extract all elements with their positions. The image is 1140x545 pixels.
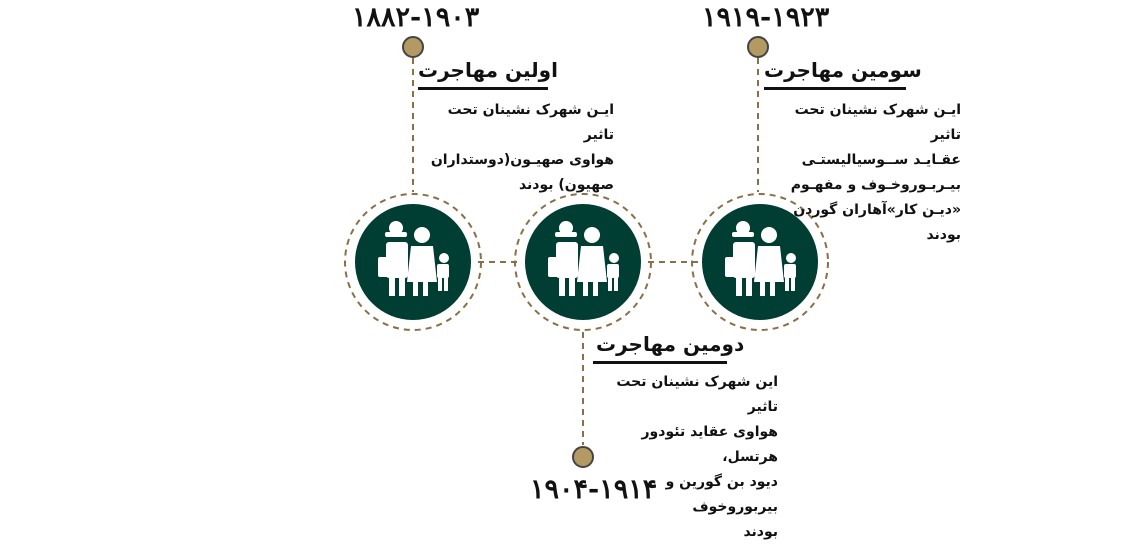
description-line: ایـن شهرک نشینان تحت تاثیر (447, 102, 614, 143)
family-icon (523, 202, 643, 322)
description-line: «دیـن کار»آهاران گوردن بودند (793, 202, 961, 243)
node-second-migration (523, 202, 653, 332)
title-underline-second (593, 361, 727, 364)
description-line: دیود بن گورین و بیربوروخوف (665, 474, 778, 515)
description-line: صهیون) بودند (518, 177, 614, 193)
timeline-dot-first (402, 36, 424, 58)
description-line: ایـن شهرک نشینان تحت تاثیر (794, 102, 961, 143)
description-first-migration (424, 98, 614, 198)
year-range-third: ۱۹۱۹-۱۹۲۳ (702, 2, 830, 33)
year-range-second: ۱۹۰۴-۱۹۱۴ (530, 474, 658, 505)
description-line: این شهرک نشینان تحت تاثیر (616, 374, 778, 415)
title-underline-first (418, 87, 548, 90)
description-line: بیـربـوروخـوف و مفهـوم (790, 177, 961, 193)
description-line: هواوی عقاید تئودور هرتسل، (641, 424, 778, 465)
timeline-dot-third (747, 36, 769, 58)
title-third-migration: سومین مهاجرت (764, 58, 922, 82)
description-third-migration (767, 98, 961, 248)
title-first-migration: اولین مهاجرت (418, 58, 558, 82)
title-underline-third (764, 87, 906, 90)
description-line: هواوی صهیـون(دوستداران (430, 152, 614, 168)
description-line: عقـایـد ســوسیالیستـی (801, 152, 961, 168)
year-range-first: ۱۸۸۲-۱۹۰۳ (352, 2, 480, 33)
description-second-migration (592, 370, 778, 545)
description-line: بودند (743, 524, 778, 540)
node-first-migration (353, 202, 483, 332)
family-icon (353, 202, 473, 322)
title-second-migration: دومین مهاجرت (596, 332, 745, 356)
timeline-dot-second (572, 446, 594, 468)
